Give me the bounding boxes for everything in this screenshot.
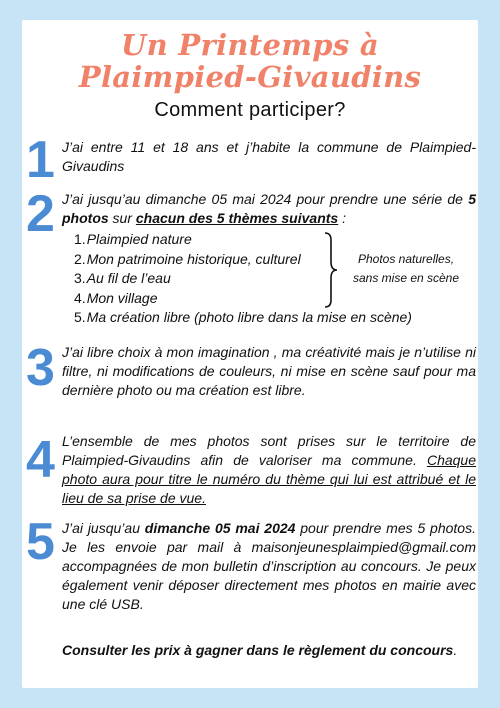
step-4-text xyxy=(62,432,476,508)
step-2-bold-themes: chacun des 5 thèmes suivants xyxy=(135,210,339,226)
page-subtitle: Comment participer? xyxy=(154,99,346,121)
step-2-intro-a: J’ai jusqu’au dimanche 05 mai 2024 pour prendre une série de xyxy=(62,191,469,207)
theme-label: Ma création libre (photo libre dans la mise en scène) xyxy=(86,309,412,325)
theme-item xyxy=(74,230,412,250)
footer-end: . xyxy=(453,642,458,658)
step-2-intro-b: sur xyxy=(108,210,136,226)
step-5-b: pour prendre mes 5 photos. Je les envoie par mail à maisonjeunesplaimpied@gmail.com accompagnées de mon bulletin d’inscription au concours. Je peux également venir déposer directement mes photos en mairie avec une clé USB. xyxy=(62,520,476,612)
theme-number: 3. xyxy=(74,270,86,286)
step-number-2: 2 xyxy=(26,185,55,243)
theme-item xyxy=(74,289,412,309)
step-4-body: L’ensemble de mes photos sont prises sur le territoire de Plaimpied-Givaudins afin de valoriser ma commune. xyxy=(62,433,476,468)
theme-label: Mon patrimoine historique, culturel xyxy=(86,250,301,267)
curly-brace-icon xyxy=(322,232,338,308)
theme-number: 4. xyxy=(74,289,86,306)
brace-note xyxy=(344,250,468,288)
step-5-a: J’ai jusqu’au xyxy=(62,520,145,536)
step-number-5: 5 xyxy=(26,513,55,571)
step-5-text xyxy=(62,519,476,614)
theme-label: Plaimpied nature xyxy=(86,231,192,247)
step-number-3: 3 xyxy=(26,339,55,397)
footer-text xyxy=(62,641,476,660)
step-2-intro-c: : xyxy=(338,210,346,226)
theme-label: Au fil de l’eau xyxy=(86,270,171,286)
theme-number: 1. xyxy=(74,231,86,247)
step-2-text xyxy=(62,190,476,228)
step-3-text: J’ai libre choix à mon imagination , ma créativité mais je n’utilise ni filtre, ni modifications de couleurs, ni mise en scène sauf pour ma dernière photo ou ma création est libre. xyxy=(62,344,476,398)
footer-bold: Consulter les prix à gagner dans le règlement du concours xyxy=(62,642,454,658)
theme-number: 5. xyxy=(74,309,86,325)
theme-label: Mon village xyxy=(86,289,158,306)
theme-item xyxy=(74,308,412,328)
title-line-2: Plaimpied-Givaudins xyxy=(78,60,422,94)
brace-note-line-2: sans mise en scène xyxy=(352,271,460,285)
step-number-4: 4 xyxy=(26,431,55,489)
brace-note-line-1: Photos naturelles, xyxy=(357,252,455,266)
step-1-text: J’ai entre 11 et 18 ans et j’habite la commune de Plaimpied-Givaudins xyxy=(62,139,476,174)
step-4-underlined: Chaque photo aura pour titre le numéro du thème qui lui est attribué et le lieu de sa prise de vue. xyxy=(62,452,476,506)
step-5-bold-date: dimanche 05 mai 2024 xyxy=(144,520,296,536)
theme-number: 2. xyxy=(74,250,86,267)
title-line-1: Un Printemps à xyxy=(121,28,379,62)
step-2-bold-photos: 5 photos xyxy=(62,191,476,226)
step-number-1: 1 xyxy=(26,131,55,189)
